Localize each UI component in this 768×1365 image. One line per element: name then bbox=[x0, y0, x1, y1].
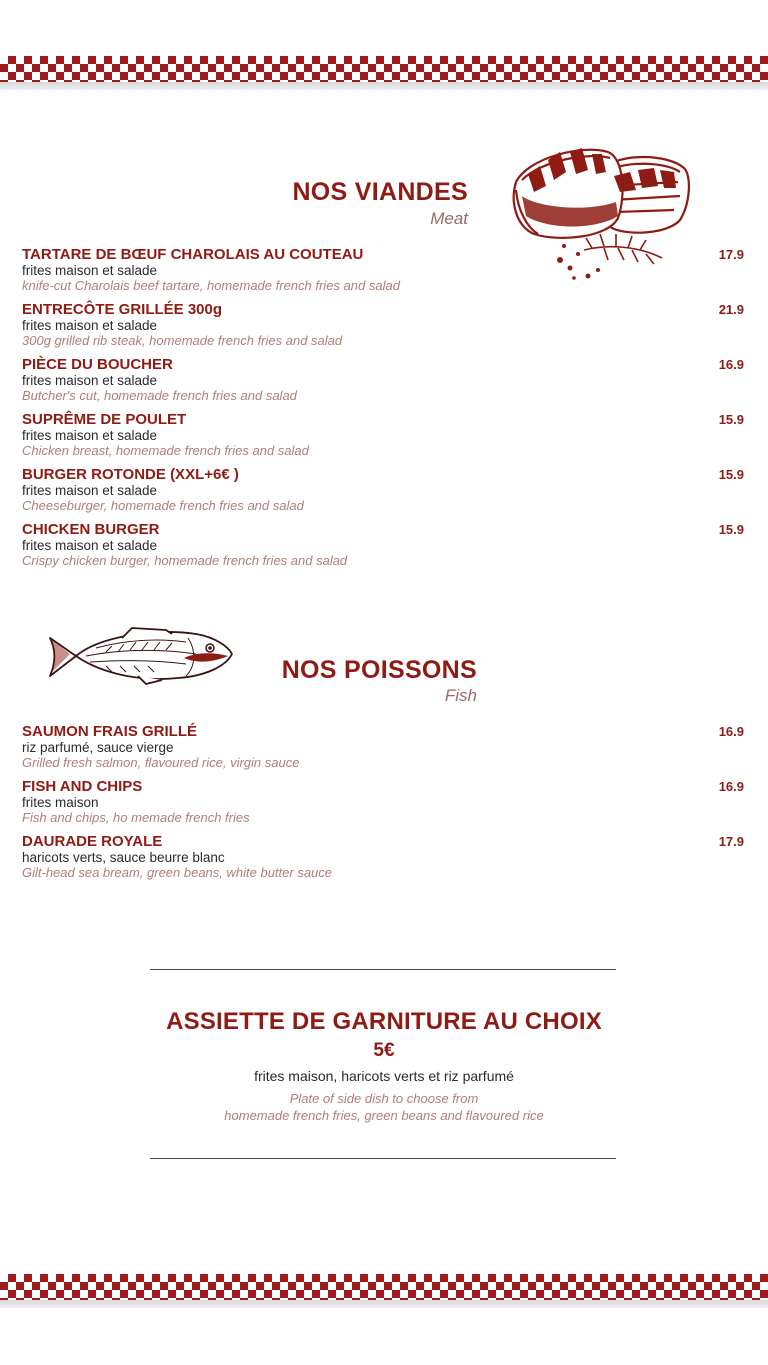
menu-item bbox=[22, 411, 744, 458]
menu-item-name: FISH AND CHIPS bbox=[22, 778, 143, 795]
garniture-description-en-line2: homemade french fries, green beans and flavoured rice bbox=[224, 1108, 544, 1123]
divider-bottom bbox=[150, 1158, 616, 1159]
bottom-checkered-border bbox=[0, 1274, 768, 1308]
menu-item-description-en: Cheeseburger, homemade french fries and salad bbox=[22, 498, 304, 513]
garniture-description-fr: frites maison, haricots verts et riz parfumé bbox=[254, 1068, 514, 1084]
garniture-description-en-line1: Plate of side dish to choose from bbox=[289, 1091, 479, 1106]
menu-item-price: 15.9 bbox=[718, 467, 744, 482]
meat-section-subtitle: Meat bbox=[430, 209, 468, 228]
meat-section-title: NOS VIANDES bbox=[292, 178, 468, 206]
menu-item-price: 15.9 bbox=[718, 522, 744, 537]
menu-item-name: TARTARE DE BŒUF CHAROLAIS AU COUTEAU bbox=[22, 246, 364, 263]
menu-item-price: 17.9 bbox=[718, 247, 744, 262]
menu-item bbox=[22, 356, 744, 403]
fish-section-subtitle: Fish bbox=[444, 686, 477, 705]
menu-item-description-fr: frites maison et salade bbox=[22, 318, 158, 333]
garniture-description-en bbox=[0, 1090, 768, 1124]
menu-item-description-en: 300g grilled rib steak, homemade french fries and salad bbox=[22, 333, 343, 348]
menu-item-name: SUPRÊME DE POULET bbox=[22, 411, 187, 428]
menu-item-description-en: Gilt-head sea bream, green beans, white butter sauce bbox=[22, 865, 333, 880]
menu-item bbox=[22, 778, 744, 825]
menu-item bbox=[22, 466, 744, 513]
menu-item-price: 21.9 bbox=[718, 302, 744, 317]
menu-item-price: 17.9 bbox=[718, 834, 744, 849]
menu-item-description-fr: frites maison et salade bbox=[22, 538, 158, 553]
menu-item-price: 15.9 bbox=[718, 412, 744, 427]
menu-item-description-en: Fish and chips, ho memade french fries bbox=[22, 810, 250, 825]
menu-item bbox=[22, 723, 744, 770]
menu-item-name: CHICKEN BURGER bbox=[22, 521, 160, 538]
menu-item-description-fr: frites maison et salade bbox=[22, 428, 158, 443]
menu-item-name: SAUMON FRAIS GRILLÉ bbox=[22, 723, 197, 740]
menu-item-price: 16.9 bbox=[718, 357, 744, 372]
fish-icon bbox=[46, 626, 236, 686]
menu-item bbox=[22, 301, 744, 348]
fish-section-title: NOS POISSONS bbox=[281, 656, 477, 684]
menu-item-price: 16.9 bbox=[718, 779, 744, 794]
menu-item-description-fr: frites maison et salade bbox=[22, 263, 158, 278]
menu-item-description-en: Chicken breast, homemade french fries and salad bbox=[22, 443, 309, 458]
menu-item-description-en: Crispy chicken burger, homemade french fries and salad bbox=[22, 553, 348, 568]
menu-item-name: DAURADE ROYALE bbox=[22, 833, 163, 850]
menu-item-name: BURGER ROTONDE (XXL+6€ ) bbox=[22, 466, 239, 483]
menu-item-description-fr: frites maison bbox=[22, 795, 99, 810]
menu-item-description-en: knife-cut Charolais beef tartare, homemade french fries and salad bbox=[22, 278, 400, 293]
menu-item-description-en: Grilled fresh salmon, flavoured rice, virgin sauce bbox=[22, 755, 300, 770]
menu-item-price: 16.9 bbox=[718, 724, 744, 739]
divider-top bbox=[150, 969, 616, 970]
menu-item-description-fr: frites maison et salade bbox=[22, 483, 158, 498]
menu-item-name: ENTRECÔTE GRILLÉE 300g bbox=[22, 301, 223, 318]
menu-item bbox=[22, 246, 744, 293]
garniture-price: 5€ bbox=[373, 1040, 395, 1061]
menu-item-name: PIÈCE DU BOUCHER bbox=[22, 356, 173, 373]
menu-item-description-en: Butcher's cut, homemade french fries and salad bbox=[22, 388, 297, 403]
menu-item bbox=[22, 521, 744, 568]
menu-item-description-fr: haricots verts, sauce beurre blanc bbox=[22, 850, 225, 865]
garniture-title: ASSIETTE DE GARNITURE AU CHOIX bbox=[166, 1008, 602, 1035]
menu-item bbox=[22, 833, 744, 880]
menu-item-description-fr: frites maison et salade bbox=[22, 373, 158, 388]
top-checkered-border bbox=[0, 56, 768, 90]
menu-item-description-fr: riz parfumé, sauce vierge bbox=[22, 740, 174, 755]
